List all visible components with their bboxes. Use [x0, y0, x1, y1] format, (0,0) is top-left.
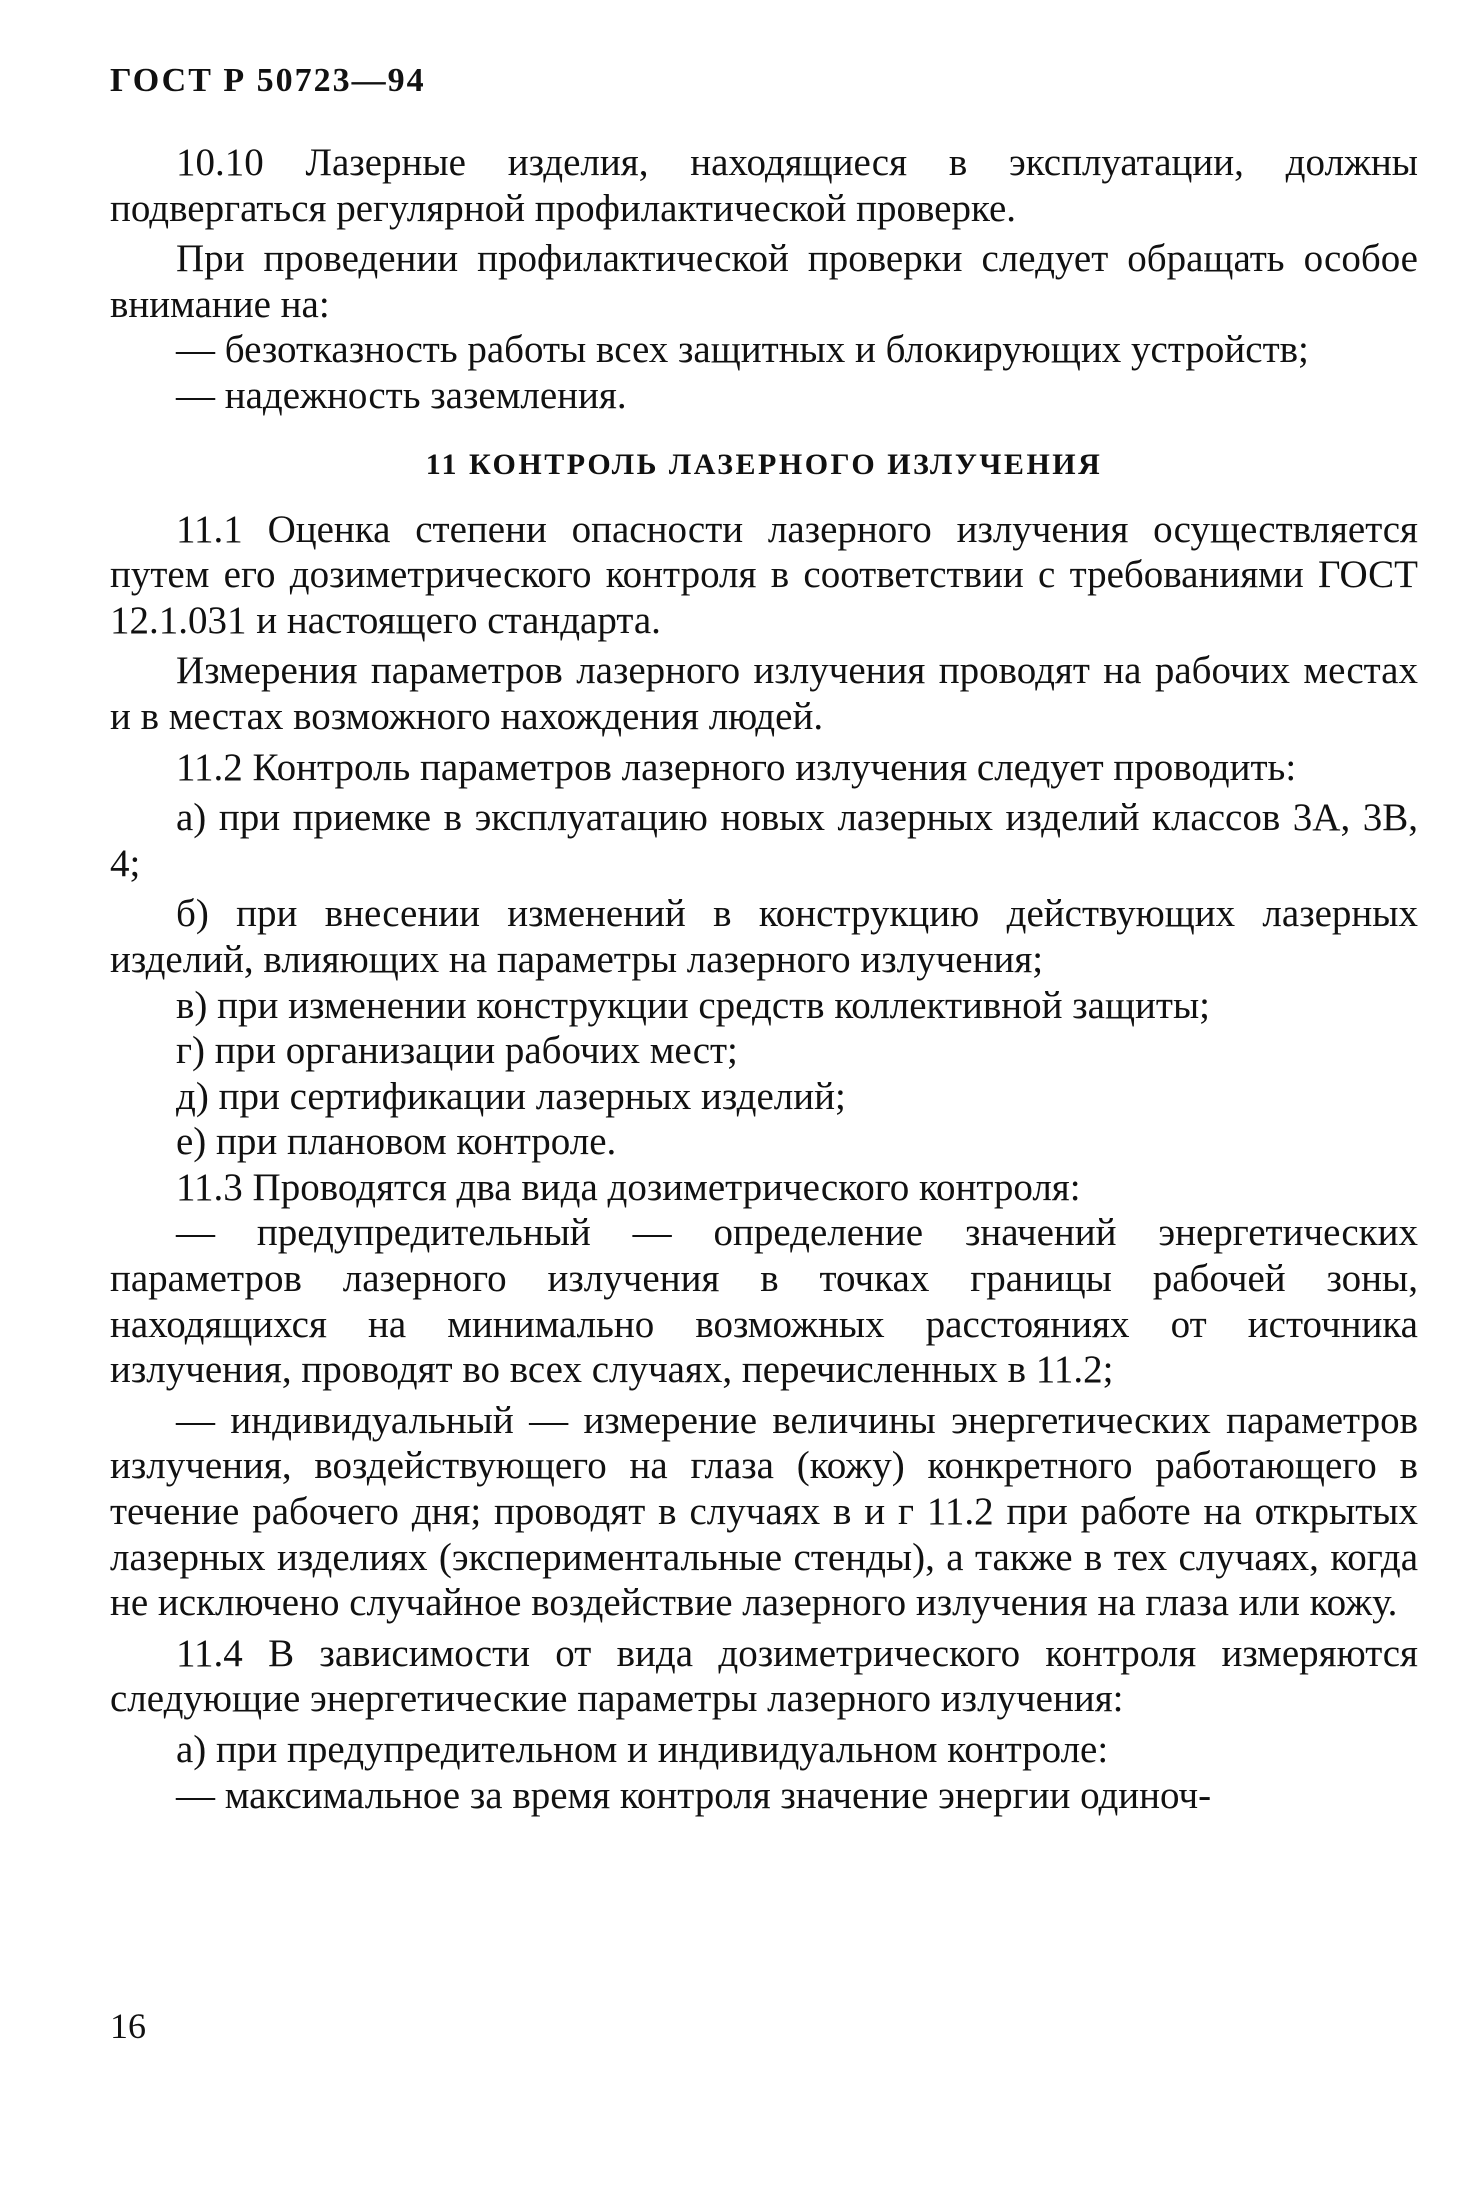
list-item-v: в) при изменении конструкции средств коллективной защиты;: [176, 983, 1210, 1027]
document-header: ГОСТ Р 50723—94: [110, 62, 426, 99]
document-body: [110, 140, 1418, 1818]
paragraph-inspection-intro: При проведении профилактической проверки следует обращать особое внимание на:: [110, 237, 1418, 326]
paragraph-11-2: 11.2 Контроль параметров лазерного излучения следует проводить:: [176, 745, 1297, 789]
list-item-preventive: — предупредительный — определение значений энергетических параметров лазерного излучения в точках границы рабочей зоны, находящихся на минимально возможных расстояниях от источника излучения, проводят во всех случаях, перечисленных в 11.2;: [110, 1211, 1418, 1392]
list-item-g: г) при организации рабочих мест;: [176, 1029, 738, 1073]
section-heading: 11 КОНТРОЛЬ ЛАЗЕРНОГО ИЗЛУЧЕНИЯ: [425, 447, 1103, 481]
paragraph-measurements: Измерения параметров лазерного излучения проводят на рабочих местах и в местах возможного нахождения людей.: [110, 649, 1418, 738]
list-item-individual: — индивидуальный — измерение величины энергетических параметров излучения, воздействующего на глаза (кожу) конкретного работающего в течение рабочего дня; проводят в случаях в и г 11.2 при работе на открытых лазерных изделиях (экспериментальные стенды), а также в тех случаях, когда не исключено случайное воздействие лазерного излучения на глаза или кожу.: [110, 1398, 1418, 1625]
paragraph-11-1: 11.1 Оценка степени опасности лазерного излучения осуществляется путем его дозиметрического контроля в соответствии с требованиями ГОСТ 12.1.031 и настоящего стандарта.: [110, 507, 1418, 642]
list-item-d: д) при сертификации лазерных изделий;: [176, 1074, 846, 1118]
paragraph-11-3: 11.3 Проводятся два вида дозиметрического контроля:: [176, 1165, 1081, 1209]
list-item-grounding: — надежность заземления.: [176, 373, 627, 417]
list-item-e: е) при плановом контроле.: [176, 1120, 617, 1164]
list-item-a: а) при приемке в эксплуатацию новых лазерных изделий классов 3А, 3В, 4;: [110, 796, 1418, 885]
list-item-safety-devices: — безотказность работы всех защитных и блокирующих устройств;: [176, 328, 1309, 372]
paragraph-11-4: 11.4 В зависимости от вида дозиметрического контроля измеряются следующие энергетические параметры лазерного излучения:: [110, 1631, 1418, 1721]
list-item-max-energy: — максимальное за время контроля значение энергии одиноч-: [176, 1773, 1212, 1817]
list-item-b: б) при внесении изменений в конструкцию действующих лазерных изделий, влияющих на параметры лазерного излучения;: [110, 892, 1418, 981]
paragraph-10-10: 10.10 Лазерные изделия, находящиеся в эксплуатации, должны подвергаться регулярной профилактической проверке.: [110, 141, 1418, 230]
page-number: 16: [110, 2006, 146, 2046]
list-item-preventive-individual: а) при предупредительном и индивидуальном контроле:: [176, 1728, 1109, 1771]
